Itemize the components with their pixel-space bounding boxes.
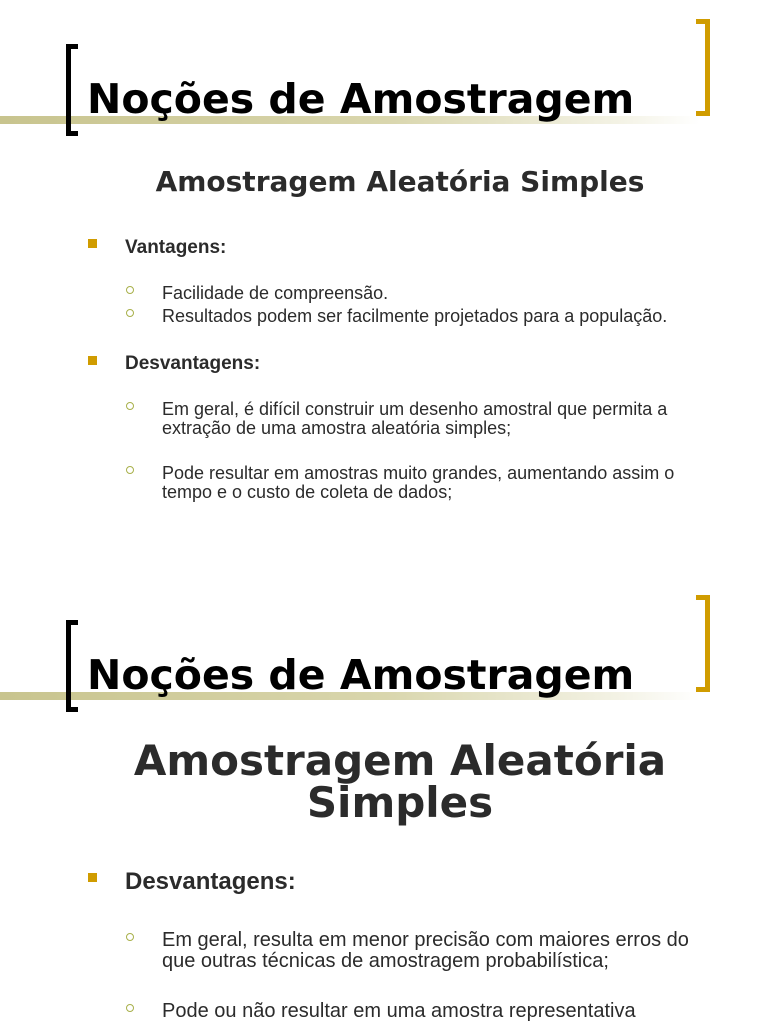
list-item: Pode resultar em amostras muito grandes, aumentando assim o tempo e o custo de coleta de dados; (162, 463, 675, 502)
square-bullet-icon (88, 873, 97, 882)
slide-subtitle: Amostragem Aleatória Simples (155, 165, 645, 198)
circle-bullet-icon (126, 933, 134, 941)
slide-subtitle: Amostragem Aleatória Simples (133, 736, 667, 827)
right-bracket-decoration (696, 595, 710, 692)
left-bracket-decoration (66, 620, 78, 712)
section-label-desvantagens: Desvantagens: (125, 353, 261, 374)
list-item: Resultados podem ser facilmente projetados para a população. (162, 306, 668, 326)
list-item: Em geral, resulta em menor precisão com maiores erros do que outras técnicas de amostragem probabilística; (162, 929, 689, 972)
square-bullet-icon (88, 239, 97, 248)
slide-2 (0, 576, 768, 1024)
list-item: Facilidade de compreensão. (162, 283, 389, 303)
list-item: Em geral, é difícil construir um desenho amostral que permita a extração de uma amostra aleatória simples; (162, 399, 668, 438)
left-bracket-decoration (66, 44, 78, 136)
circle-bullet-icon (126, 286, 134, 294)
circle-bullet-icon (126, 309, 134, 317)
circle-bullet-icon (126, 1004, 134, 1012)
section-label-vantagens: Vantagens: (125, 237, 227, 258)
list-item: Pode ou não resultar em uma amostra representativa (162, 1000, 636, 1022)
right-bracket-decoration (696, 19, 710, 116)
slide-title: Noções de Amostragem (87, 651, 635, 699)
section-label-desvantagens: Desvantagens: (125, 868, 296, 895)
square-bullet-icon (88, 356, 97, 365)
slide-title: Noções de Amostragem (87, 75, 635, 123)
circle-bullet-icon (126, 402, 134, 410)
circle-bullet-icon (126, 466, 134, 474)
